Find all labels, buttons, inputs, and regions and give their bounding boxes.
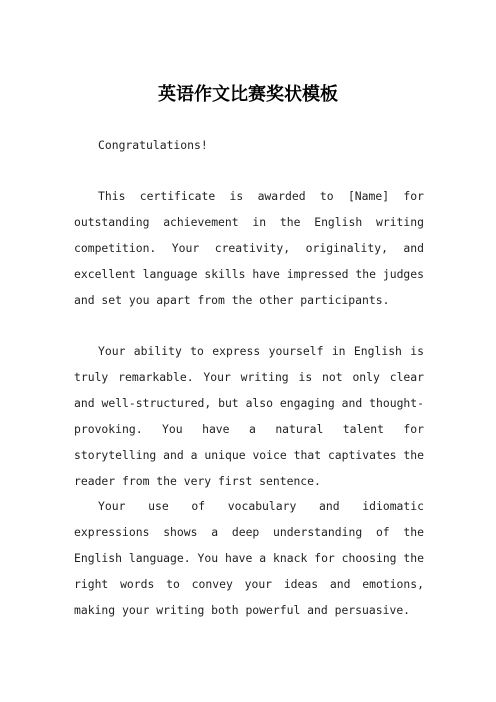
page-title: 英语作文比赛奖状模板 <box>158 84 338 105</box>
greeting-paragraph: Congratulations! <box>98 138 208 152</box>
body-paragraph-1: This certificate is awarded to [Name] for outstanding achievement in the English writing competition. Your creativity, originality, and excellent language skills have impressed the judges and set you apart from the other participants. <box>74 189 424 307</box>
body-paragraph-2: Your ability to express yourself in English is truly remarkable. Your writing is not only clear and well-structured, but also engaging and thought-provoking. You have a natural talent for storytelling and a unique voice that captivates the reader from the very first sentence. <box>74 344 424 488</box>
body-paragraph-3: Your use of vocabulary and idiomatic expressions shows a deep understanding of the English language. You have a knack for choosing the right words to convey your ideas and emotions, making your writing both powerful and persuasive. <box>74 499 424 617</box>
